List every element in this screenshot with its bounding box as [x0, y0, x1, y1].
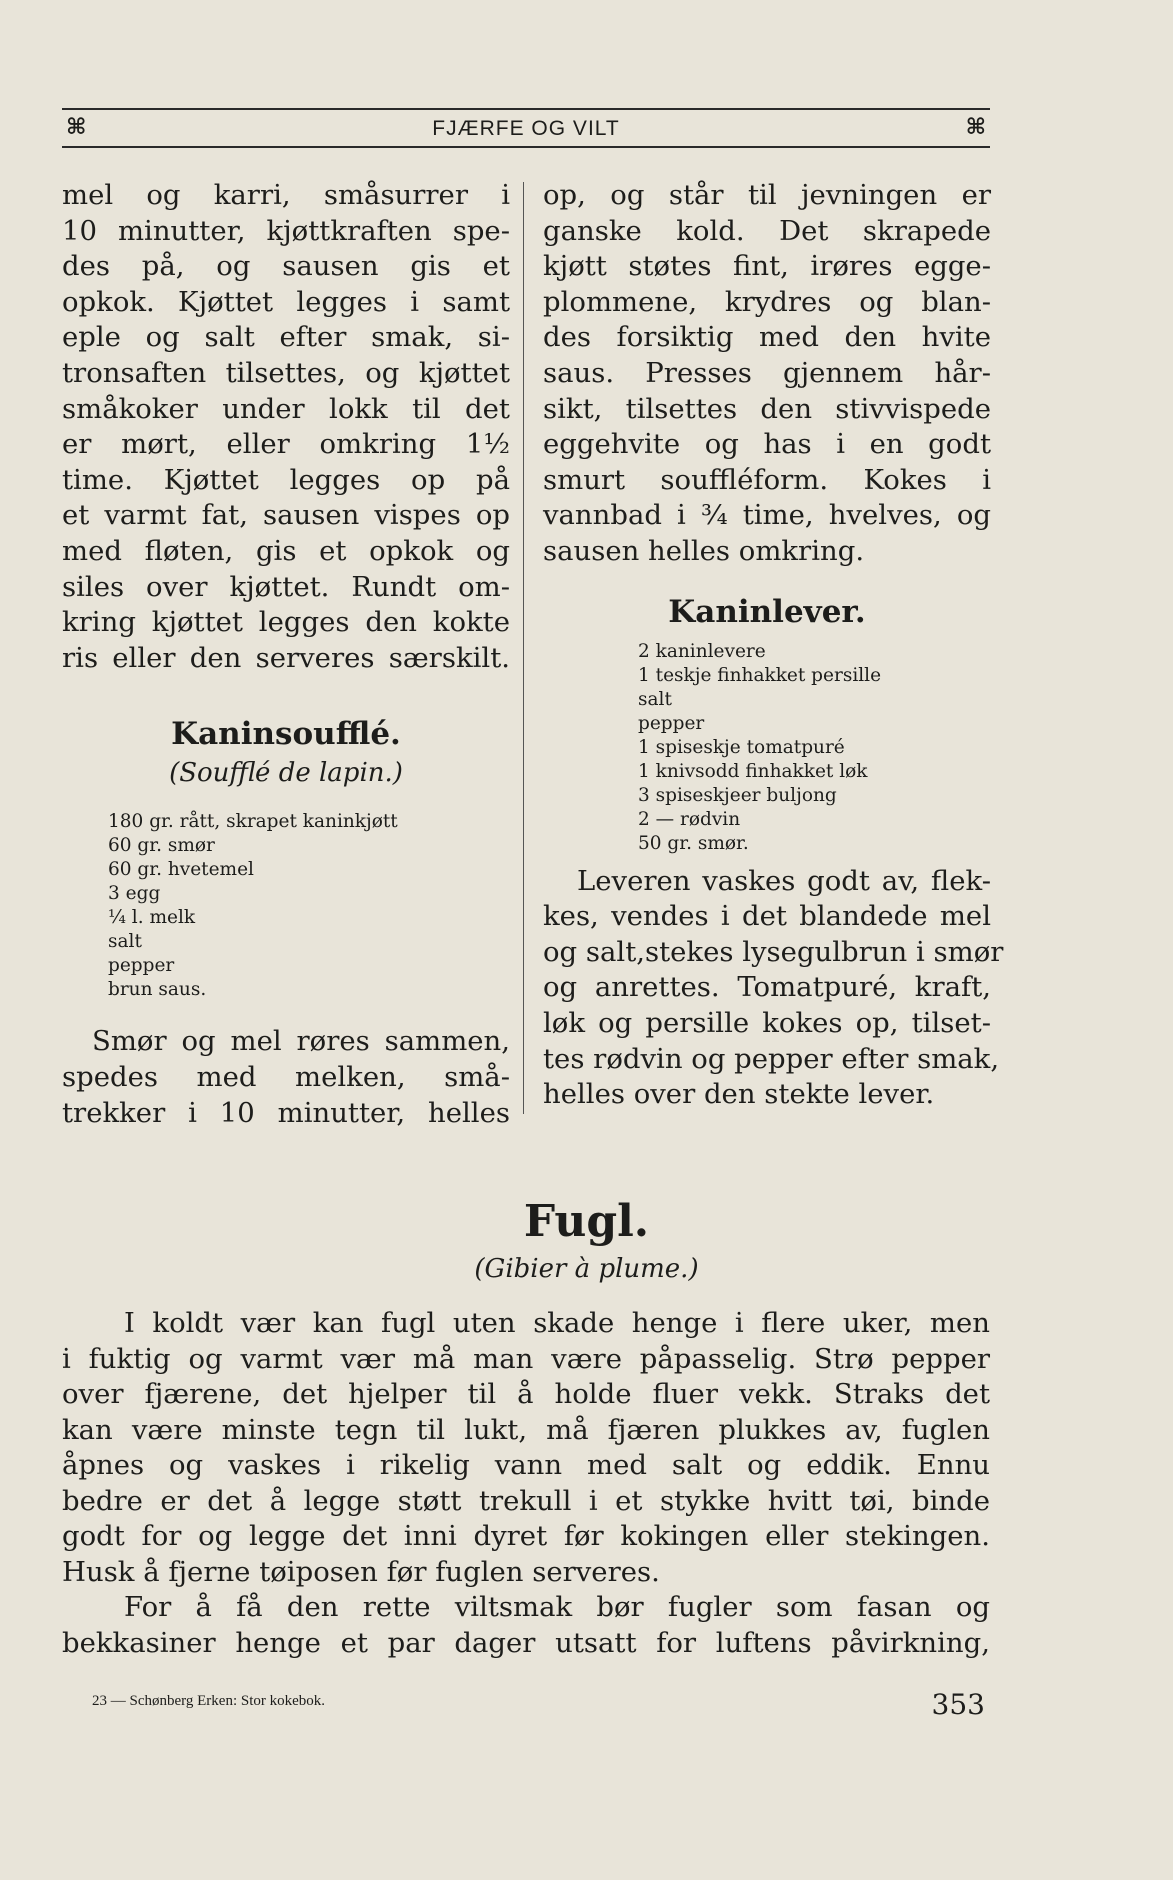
- text-line: et varmt fat, sausen vispes op: [62, 499, 510, 532]
- left-column: [62, 178, 510, 1131]
- text-line: eggehvite og has i en godt: [543, 428, 991, 461]
- text-line: ganske kold. Det skrapede: [543, 214, 991, 247]
- text-line: saus. Presses gjennem hår-: [543, 356, 991, 389]
- text-line: tes rødvin og pepper efter smak,: [543, 1042, 1000, 1075]
- ingredient-item: salt: [638, 688, 672, 710]
- text-line: over fjærene, det hjelper til å holde fluer vekk. Straks det: [62, 1378, 990, 1410]
- ingredient-item: 2 — rødvin: [638, 808, 741, 830]
- ingredient-list: [543, 640, 991, 856]
- ingredient-item: 180 gr. rått, skrapet kaninkjøtt: [108, 811, 398, 833]
- text-line: mel og karri, småsurrer i: [62, 179, 510, 211]
- text-line: sikt, tilsettes den stivvispede: [543, 392, 991, 425]
- text-line: des på, og sausen gis et: [62, 250, 510, 283]
- text-line: kring kjøttet legges den kokte: [62, 606, 510, 639]
- right-method-text: [543, 864, 1004, 1113]
- text-line: åpnes og vaskes i rikelig vann med salt og eddik. Ennu: [62, 1449, 990, 1481]
- recipe-subtitle: (Soufflé de lapin.): [169, 758, 403, 789]
- ingredient-item: 2 kaninlevere: [638, 640, 766, 662]
- text-line: Smør og mel røres sammen,: [92, 1025, 510, 1058]
- ingredient-item: 3 egg: [108, 883, 161, 905]
- ingredient-item: 1 spiseskje tomatpuré: [638, 736, 845, 758]
- ingredient-item: 1 knivsodd finhakket løk: [638, 760, 868, 782]
- section-subtitle: (Gibier à plume.): [474, 1254, 699, 1284]
- ingredient-item: brun saus.: [108, 979, 207, 1001]
- ingredient-item: ¼ l. melk: [108, 907, 196, 929]
- ingredient-item: salt: [108, 931, 142, 953]
- ingredient-item: pepper: [638, 712, 705, 734]
- right-column: [543, 178, 1004, 1113]
- text-line: trekker i 10 minutter, helles: [62, 1096, 510, 1129]
- text-line: bedre er det å legge støtt trekull i et stykke hvitt tøi, binde: [62, 1484, 990, 1517]
- text-line: For å få den rette viltsmak bør fugler som fasan og: [124, 1591, 990, 1623]
- text-line: kan være minste tegn til lukt, må fjæren plukkes av, fuglen: [62, 1413, 990, 1446]
- text-line: vannbad i ¾ time, hvelves, og: [543, 499, 991, 532]
- right-intro-text: [543, 178, 991, 570]
- text-line: bekkasiner henge et par dager utsatt for luftens påvirkning,: [62, 1626, 990, 1659]
- text-line: småkoker under lokk til det: [62, 392, 510, 425]
- text-line: 10 minutter, kjøttkraften spe-: [62, 214, 510, 247]
- ingredient-item: 3 spiseskjeer buljong: [638, 784, 837, 806]
- text-line: plommene, krydres og blan-: [543, 285, 991, 318]
- ornament-icon: ⌘: [66, 114, 87, 140]
- ingredient-list: [62, 810, 510, 1002]
- text-line: Leveren vaskes godt av, flek-: [577, 864, 991, 897]
- running-header: [62, 108, 990, 148]
- text-line: og anrettes. Tomatpuré, kraft,: [543, 971, 991, 1004]
- text-line: sausen helles omkring.: [543, 534, 865, 567]
- column-divider: [523, 182, 524, 1114]
- text-line: I koldt vær kan fugl uten skade henge i flere uker, men: [124, 1307, 990, 1339]
- text-line: i fuktig og varmt vær må man være påpasselig. Strø pepper: [62, 1342, 990, 1375]
- text-line: spedes med melken, små-: [62, 1060, 510, 1093]
- text-line: tronsaften tilsettes, og kjøttet: [62, 356, 510, 389]
- text-line: ris eller den serveres særskilt.: [62, 641, 510, 674]
- ornament-icon: ⌘: [965, 114, 986, 140]
- recipe-title: Kaninlever.: [668, 593, 866, 630]
- left-intro-text: [62, 178, 510, 676]
- page-number: 353: [931, 1688, 985, 1721]
- text-line: eple og salt efter smak, si-: [62, 321, 510, 354]
- text-line: op, og står til jevningen er: [543, 179, 991, 211]
- ingredient-item: 1 teskje finhakket persille: [638, 664, 882, 686]
- ingredient-item: 50 gr. smør.: [638, 832, 749, 854]
- text-line: des forsiktig med den hvite: [543, 321, 991, 354]
- text-line: kjøtt støtes fint, irøres egge-: [543, 250, 991, 283]
- text-line: og salt,stekes lysegulbrun i smør: [543, 935, 1004, 968]
- header-title: FJÆRFE OG VILT: [432, 117, 620, 140]
- ingredient-item: pepper: [108, 955, 175, 977]
- text-line: helles over den stekte lever.: [543, 1078, 935, 1111]
- section-title: Fugl.: [523, 1196, 650, 1247]
- recipe-title: Kaninsoufflé.: [171, 716, 401, 753]
- text-line: med fløten, gis et opkok og: [62, 534, 510, 567]
- text-line: siles over kjøttet. Rundt om-: [62, 570, 510, 603]
- text-line: løk og persille kokes op, tilset-: [543, 1006, 991, 1039]
- printer-signature: 23 — Schønberg Erken: Stor kokebok.: [92, 1693, 326, 1709]
- text-line: smurt souffléform. Kokes i: [543, 463, 991, 496]
- section-body: [62, 1306, 990, 1661]
- ingredient-item: 60 gr. hvetemel: [108, 859, 254, 881]
- left-method-text: [62, 1024, 510, 1131]
- text-line: opkok. Kjøttet legges i samt: [62, 285, 510, 318]
- text-line: Husk å fjerne tøiposen før fuglen serveres.: [62, 1555, 660, 1588]
- text-line: er mørt, eller omkring 1½: [62, 428, 510, 461]
- text-line: kes, vendes i det blandede mel: [543, 900, 991, 933]
- text-line: time. Kjøttet legges op på: [62, 463, 510, 496]
- text-line: godt for og legge det inni dyret før kokingen eller stekingen.: [62, 1520, 990, 1552]
- ingredient-item: 60 gr. smør: [108, 835, 215, 857]
